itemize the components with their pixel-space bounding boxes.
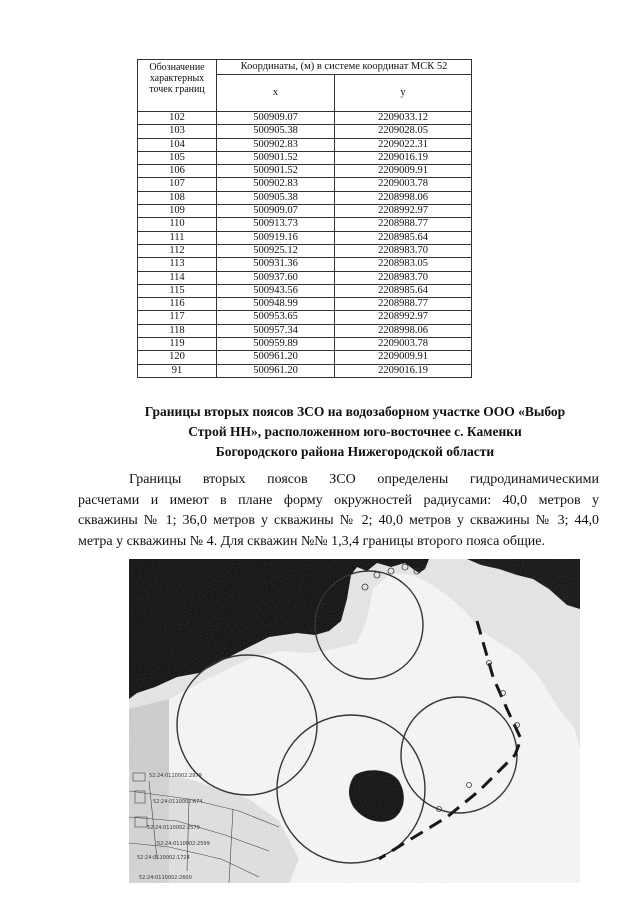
heading-line: Строй НН», расположенном юго-восточнее с. Каменки [188, 424, 522, 439]
x-cell: 500905.38 [217, 191, 335, 204]
point-cell: 107 [138, 178, 217, 191]
y-cell: 2209016.19 [335, 151, 472, 164]
paragraph-line: метра у скважины № 4. Для скважин №№ 1,3,4 границы второго пояса общие. [78, 533, 545, 549]
paragraph-line: Границы вторых поясов ЗСО определены гидродинамическими [129, 472, 599, 487]
table-row [138, 364, 472, 377]
table-row [138, 151, 472, 164]
point-cell: 120 [138, 351, 217, 364]
point-cell: 115 [138, 284, 217, 297]
x-cell: 500919.16 [217, 231, 335, 244]
y-cell: 2209009.91 [335, 351, 472, 364]
y-cell: 2208992.97 [335, 205, 472, 218]
x-cell: 500961.20 [217, 351, 335, 364]
table-row [138, 284, 472, 297]
body-paragraph [78, 470, 599, 552]
zone-map-image [129, 559, 580, 883]
table-row [138, 298, 472, 311]
point-cell: 110 [138, 218, 217, 231]
table-row [138, 258, 472, 271]
x-cell: 500905.38 [217, 125, 335, 138]
table-row [138, 218, 472, 231]
heading-line: Границы вторых поясов ЗСО на водозаборном участке ООО «Выбор [144, 404, 566, 419]
coordinates-table [137, 59, 472, 378]
x-cell: 500931.36 [217, 258, 335, 271]
x-cell: 500901.52 [217, 151, 335, 164]
table-row [138, 338, 472, 351]
y-cell: 2208988.77 [335, 298, 472, 311]
y-cell: 2209009.91 [335, 165, 472, 178]
y-cell: 2208998.06 [335, 324, 472, 337]
point-cell: 119 [138, 338, 217, 351]
x-cell: 500925.12 [217, 244, 335, 257]
header-points: Обозначение характерных точек границ [138, 60, 217, 112]
point-cell: 91 [138, 364, 217, 377]
table-row [138, 351, 472, 364]
point-cell: 118 [138, 324, 217, 337]
y-cell: 2209016.19 [335, 364, 472, 377]
header-y: y [335, 75, 472, 112]
x-cell: 500961.20 [217, 364, 335, 377]
table-row [138, 138, 472, 151]
y-cell: 2209022.31 [335, 138, 472, 151]
y-cell: 2208983.05 [335, 258, 472, 271]
x-cell: 500909.07 [217, 205, 335, 218]
paragraph-line: скважины № 1; 36,0 метров у скважины № 2; 40,0 метров у скважины № 3; 44,0 [78, 513, 599, 528]
point-cell: 114 [138, 271, 217, 284]
point-cell: 102 [138, 112, 217, 125]
y-cell: 2208985.64 [335, 284, 472, 297]
point-cell: 105 [138, 151, 217, 164]
x-cell: 500948.99 [217, 298, 335, 311]
point-cell: 104 [138, 138, 217, 151]
point-cell: 117 [138, 311, 217, 324]
header-x: x [217, 75, 335, 112]
y-cell: 2209003.78 [335, 338, 472, 351]
y-cell: 2208983.70 [335, 271, 472, 284]
y-cell: 2209033.12 [335, 112, 472, 125]
coordinates-table-body [138, 112, 472, 378]
y-cell: 2208983.70 [335, 244, 472, 257]
point-cell: 106 [138, 165, 217, 178]
table-row [138, 112, 472, 125]
table-row [138, 231, 472, 244]
table-row [138, 271, 472, 284]
heading-line: Богородского района Нижегородской области [215, 444, 495, 459]
x-cell: 500953.65 [217, 311, 335, 324]
y-cell: 2208998.06 [335, 191, 472, 204]
x-cell: 500902.83 [217, 138, 335, 151]
y-cell: 2208992.97 [335, 311, 472, 324]
x-cell: 500957.34 [217, 324, 335, 337]
x-cell: 500943.56 [217, 284, 335, 297]
x-cell: 500959.89 [217, 338, 335, 351]
paragraph-line: расчетами и имеют в плане форму окружностей радиусами: 40,0 метров у [78, 492, 599, 508]
table-row [138, 205, 472, 218]
y-cell: 2208988.77 [335, 218, 472, 231]
point-cell: 109 [138, 205, 217, 218]
table-row [138, 165, 472, 178]
y-cell: 2209003.78 [335, 178, 472, 191]
table-row [138, 311, 472, 324]
point-cell: 112 [138, 244, 217, 257]
x-cell: 500909.07 [217, 112, 335, 125]
x-cell: 500937.60 [217, 271, 335, 284]
scan-noise [129, 559, 580, 883]
section-heading [90, 402, 620, 462]
x-cell: 500901.52 [217, 165, 335, 178]
point-cell: 103 [138, 125, 217, 138]
table-row [138, 244, 472, 257]
x-cell: 500913.73 [217, 218, 335, 231]
table-row [138, 178, 472, 191]
table-row [138, 125, 472, 138]
y-cell: 2209028.05 [335, 125, 472, 138]
point-cell: 111 [138, 231, 217, 244]
table-row [138, 191, 472, 204]
table-row [138, 324, 472, 337]
point-cell: 108 [138, 191, 217, 204]
point-cell: 116 [138, 298, 217, 311]
x-cell: 500902.83 [217, 178, 335, 191]
point-cell: 113 [138, 258, 217, 271]
header-coordinates: Координаты, (м) в системе координат МСК 52 [217, 60, 472, 75]
y-cell: 2208985.64 [335, 231, 472, 244]
